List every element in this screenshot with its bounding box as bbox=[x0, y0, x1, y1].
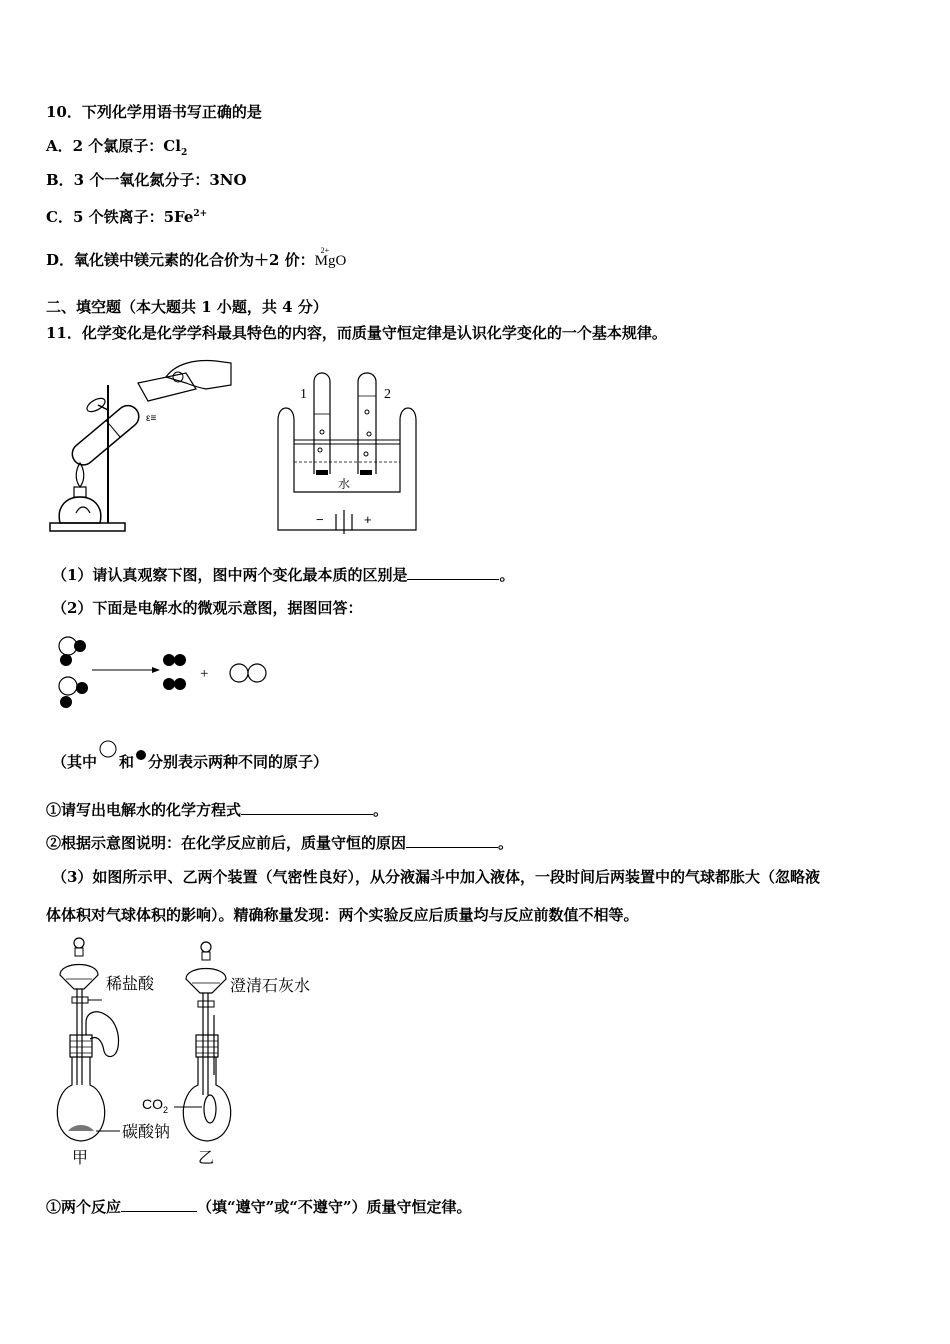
tube-1 bbox=[314, 373, 330, 474]
svg-text:ε≡: ε≡ bbox=[146, 413, 157, 424]
h-atom bbox=[60, 654, 72, 666]
legend-suffix: 分别表示两种不同的原子） bbox=[148, 753, 329, 771]
clamp bbox=[85, 396, 107, 415]
q10-option-b[interactable] bbox=[46, 170, 247, 190]
tube-1-label: 1 bbox=[300, 387, 307, 402]
electrolysis-figure bbox=[272, 362, 422, 534]
h2-molecule bbox=[163, 678, 175, 690]
q11-sub3-end: （填“遵守”或“不遵守”）质量守恒定律。 bbox=[197, 1198, 472, 1216]
legend-prefix: （其中 bbox=[52, 753, 98, 771]
limewater-label: 澄清石灰水 bbox=[230, 978, 311, 995]
q10-option-a-text: A．2 个氯原子：Cl bbox=[46, 137, 181, 155]
q11-part1 bbox=[52, 565, 514, 585]
q11-part1-text: （1）请认真观察下图，图中两个变化最本质的区别是 bbox=[52, 566, 408, 584]
mgo-charge: 2+ bbox=[320, 246, 330, 255]
q11-sub1-text: ①请写出电解水的化学方程式 bbox=[46, 801, 242, 819]
q11-stem: 11．化学变化是化学学科最具特色的内容，而质量守恒定律是认识化学变化的一个基本规律。 bbox=[46, 324, 667, 342]
answer-blank-4[interactable] bbox=[121, 1197, 197, 1212]
alcohol-lamp bbox=[59, 497, 101, 523]
q10-option-a[interactable] bbox=[46, 136, 187, 163]
water-label: 水 bbox=[338, 477, 351, 491]
flask-yi bbox=[174, 942, 231, 1141]
q11-sub2-text: ②根据示意图说明：在化学反应前后，质量守恒的原因 bbox=[46, 834, 407, 852]
h-atom bbox=[76, 682, 88, 694]
white-atom-icon bbox=[97, 738, 119, 760]
q11-sub1-end: 。 bbox=[373, 801, 389, 819]
o-atom bbox=[59, 677, 77, 695]
trough bbox=[278, 408, 416, 530]
legend-line bbox=[52, 752, 328, 772]
q11-sub2 bbox=[46, 833, 513, 853]
q11-part2: （2）下面是电解水的微观示意图，据图回答： bbox=[52, 599, 363, 617]
q10-option-a-sub: 2 bbox=[180, 148, 188, 158]
balloon-icon bbox=[86, 1012, 119, 1057]
q11-sub3 bbox=[46, 1197, 472, 1217]
hcl-label: 稀盐酸 bbox=[106, 976, 155, 993]
tube-2 bbox=[358, 373, 376, 474]
tube-2-label: 2 bbox=[384, 387, 391, 402]
legend-and: 和 bbox=[119, 753, 135, 771]
micro-plus: + bbox=[200, 666, 209, 682]
q11-sub2-end: 。 bbox=[498, 834, 514, 852]
answer-blank-3[interactable] bbox=[406, 833, 498, 848]
mgo-text: MgO bbox=[314, 253, 347, 269]
test-tube bbox=[68, 401, 143, 469]
balloon-icon bbox=[204, 1095, 216, 1123]
q10-option-d[interactable] bbox=[46, 246, 347, 271]
flask-jia bbox=[57, 938, 120, 1141]
q11-sub1 bbox=[46, 800, 388, 820]
black-atom-icon bbox=[134, 748, 148, 762]
q11-part3-line1: （3）如图所示甲、乙两个装置（气密性良好），从分液漏斗中加入液体，一段时间后两装置中的气球都胀大（忽略液 bbox=[52, 868, 820, 886]
section-heading: 二、填空题（本大题共 1 小题，共 4 分） bbox=[46, 298, 328, 316]
stand-base bbox=[50, 523, 125, 531]
q10-stem: 10．下列化学用语书写正确的是 bbox=[46, 103, 262, 121]
answer-blank-2[interactable] bbox=[241, 800, 373, 815]
q10-option-b-text: B．3 个一氧化氮分子：3NO bbox=[46, 171, 247, 189]
q11-part3-line2: 体体积对气球体积的影响）。精确称量发现：两个实验反应后质量均与反应前数值不相等。 bbox=[46, 906, 639, 924]
flame-icon bbox=[76, 463, 84, 487]
heating-apparatus-figure bbox=[46, 355, 236, 545]
yi-label: 乙 bbox=[198, 1150, 215, 1167]
co2-label: $CO_2$ bbox=[142, 1096, 169, 1115]
mgo-formula bbox=[314, 246, 347, 269]
h-atom bbox=[74, 640, 86, 652]
flask-apparatus-figure bbox=[46, 935, 346, 1170]
h-atom bbox=[60, 696, 72, 708]
minus-sign: − bbox=[316, 512, 324, 527]
q11-sub3-text: ①两个反应 bbox=[46, 1198, 122, 1216]
answer-blank-1[interactable] bbox=[407, 565, 499, 580]
jia-label: 甲 bbox=[72, 1150, 89, 1167]
o2-molecule bbox=[230, 664, 248, 682]
h2-molecule bbox=[163, 654, 175, 666]
q10-option-d-text: D．氧化镁中镁元素的化合价为＋2 价： bbox=[46, 251, 315, 269]
q10-option-c[interactable] bbox=[46, 204, 207, 227]
electrolysis-micro-diagram bbox=[52, 628, 282, 714]
q11-part1-end: 。 bbox=[499, 566, 515, 584]
q10-option-c-text: C．5 个铁离子：5Fe bbox=[46, 208, 194, 226]
na2co3-label: 碳酸钠 bbox=[122, 1124, 171, 1141]
plus-sign: + bbox=[364, 512, 372, 527]
q10-option-c-sup: 2+ bbox=[193, 209, 208, 219]
